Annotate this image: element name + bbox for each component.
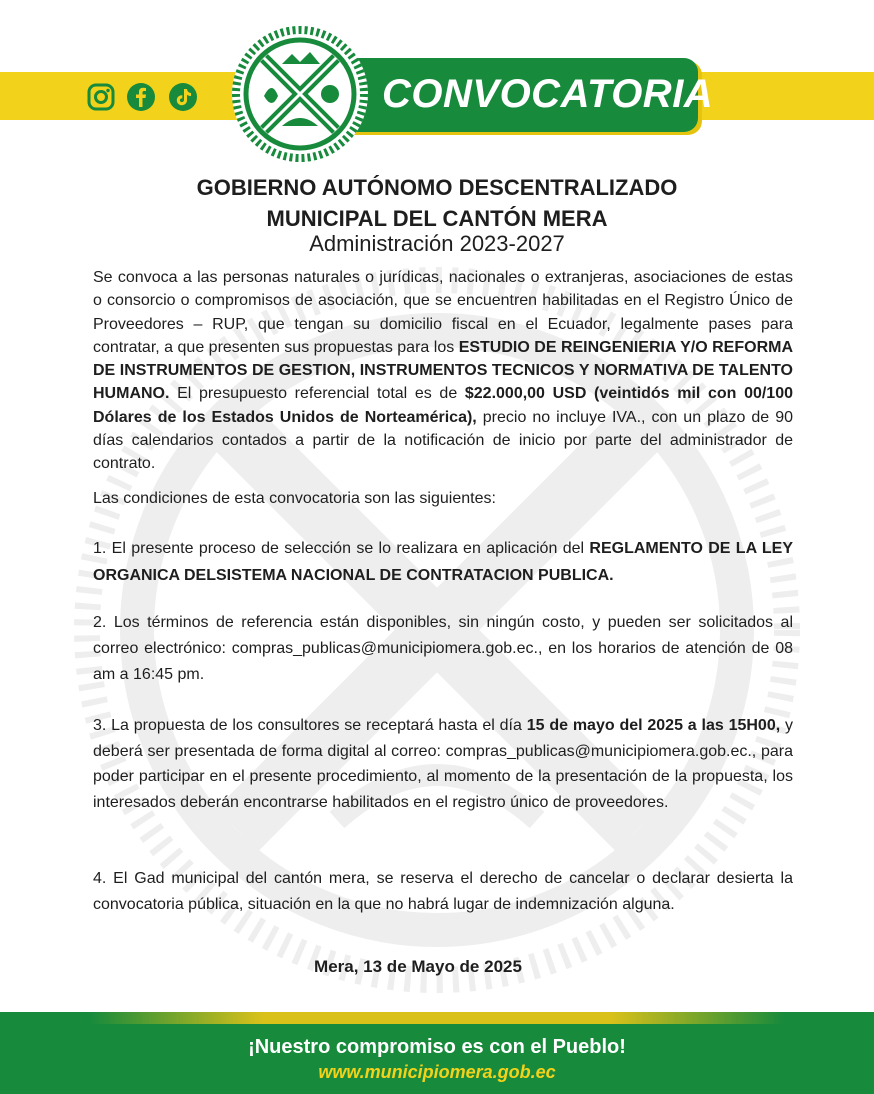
condition-item-1: 1. El presente proceso de selección se lo realizara en aplicación del REGLAMENTO DE LA LEY ORGANICA DELSISTEMA NACIONAL DE CONTRATACION PUBLICA. (93, 540, 793, 584)
instagram-icon[interactable] (86, 82, 116, 112)
footer-gold-stripe (90, 1012, 784, 1024)
conditions-intro: Las condiciones de esta convocatoria son las siguientes: (93, 490, 496, 507)
footer-slogan: ¡Nuestro compromiso es con el Pueblo! (248, 1036, 626, 1058)
footer-website-link[interactable]: www.municipiomera.gob.ec (318, 1062, 556, 1082)
condition-item-4: 4. El Gad municipal del cantón mera, se reserva el derecho de cancelar o declarar desierta la convocatoria pública, situación en la que no habrá lugar de indemnización alguna. (93, 870, 793, 913)
header-line-1: GOBIERNO AUTÓNOMO DESCENTRALIZADO (196, 175, 678, 200)
condition-item-2: 2. Los términos de referencia están disponibles, sin ningún costo, y pueden ser solicitados al correo electrónico: compras_publicas@municipiomera.gob.ec., en los horarios de atención de 08 am a 16:45 pm. (93, 614, 793, 683)
intro-paragraph: Se convoca a las personas naturales o jurídicas, nacionales o extranjeras, asociaciones de estas o consorcio o compromisos de asociación, que se encuentren habilitadas en el Registro Único de Proveedores – RUP, que tengan su domicilio fiscal en el Ecuador, legalmente pases para contratar, a que presenten sus propuestas para los ESTUDIO DE REINGENIERIA Y/O REFORMA DE INSTRUMENTOS DE GESTION, INSTRUMENTOS TECNICOS Y NORMATIVA DE TALENTO HUMANO. El presupuesto referencial total es de $22.000,00 USD (veintidós mil con 00/100 Dólares de los Estados Unidos de Norteamérica), precio no incluye IVA., con un plazo de 90 días calendarios contados a partir de la notificación de inicio por parte del administrador de contrato. (93, 269, 794, 473)
header-line-2: MUNICIPAL DEL CANTÓN MERA (266, 206, 608, 231)
header-administration: Administración 2023-2027 (309, 231, 565, 256)
condition-item-3: 3. La propuesta de los consultores se receptará hasta el día 15 de mayo del 2025 a las 15H00, y deberá ser presentada de forma digital al correo: compras_publicas@municipiomera.gob.ec., para poder participar en el presente procedimiento, al momento de la presentación de la propuesta, los interesados deberán encontrarse habilitados en el registro único de proveedores. (93, 717, 793, 811)
footer-band (0, 1012, 874, 1094)
tiktok-icon[interactable] (168, 82, 198, 112)
municipality-seal-logo (230, 24, 370, 164)
signature-date: Mera, 13 de Mayo de 2025 (314, 957, 522, 976)
facebook-icon[interactable] (126, 82, 156, 112)
banner-title: CONVOCATORIA (382, 72, 714, 116)
